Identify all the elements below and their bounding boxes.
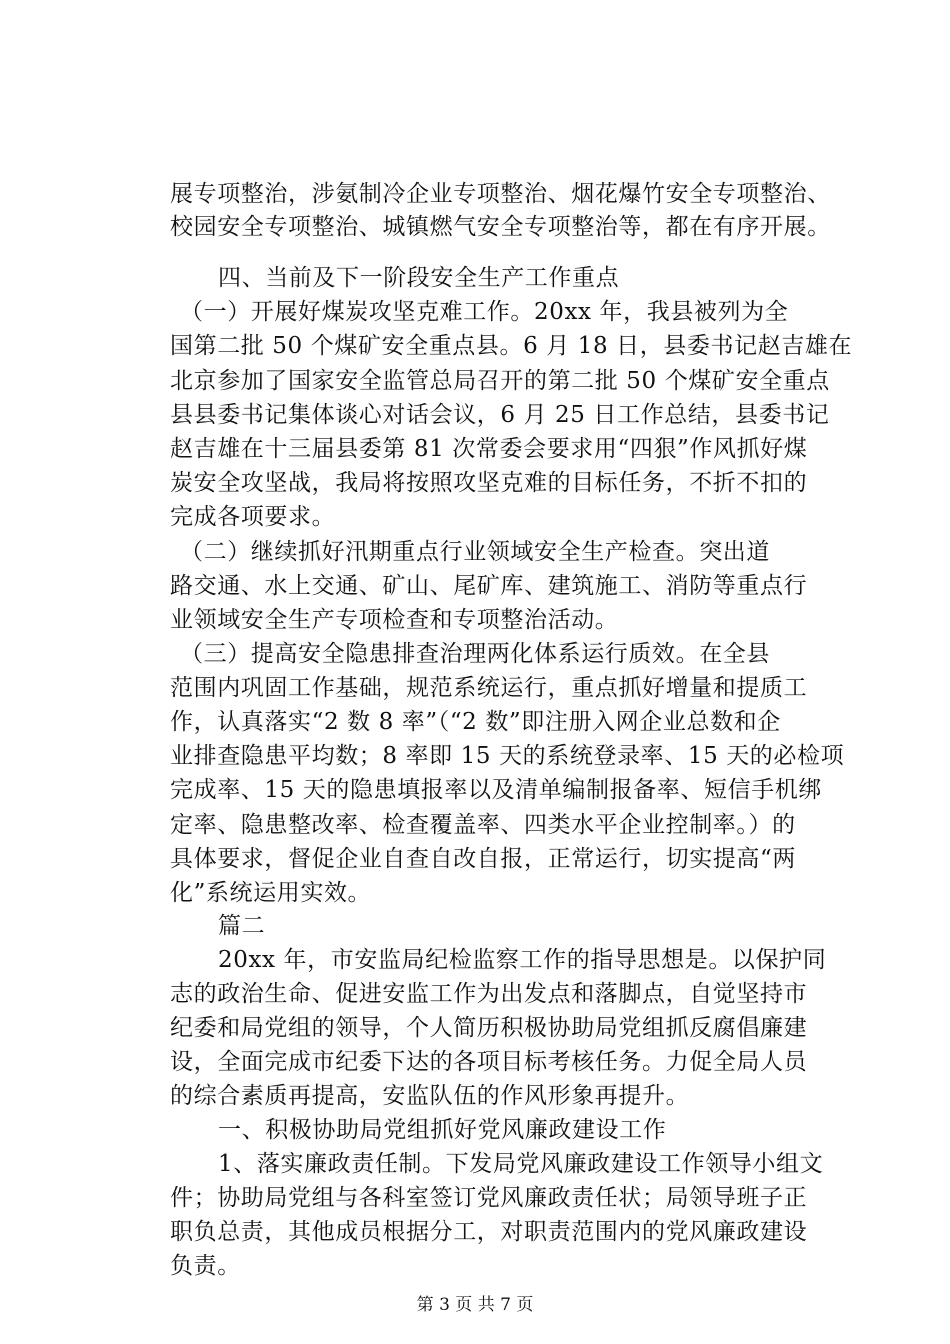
text-line: 志的政治生命、促进安监工作为出发点和落脚点，自觉坚持市	[170, 981, 808, 1007]
text-line: 县县委书记集体谈心对话会议，6 月 25 日工作总结，县委书记	[170, 402, 830, 428]
section-heading: 篇二	[218, 913, 266, 939]
text-line: 定率、隐患整改率、检查覆盖率、四类水平企业控制率。）的	[170, 812, 796, 838]
text-line: 路交通、水上交通、矿山、尾矿库、建筑施工、消防等重点行	[170, 573, 808, 599]
text-line: （三）提高安全隐患排查治理两化体系运行质效。在全县	[180, 641, 770, 667]
text-line: 业排查隐患平均数；8 率即 15 天的系统登录率、15 天的必检项	[170, 743, 845, 769]
section-heading: 一、积极协助局党组抓好党风廉政建设工作	[218, 1117, 667, 1143]
text-line: 完成率、15 天的隐患填报率以及清单编制报备率、短信手机绑	[170, 777, 822, 803]
text-line: 炭安全攻坚战，我局将按照攻坚克难的目标任务，不折不扣的	[170, 470, 808, 496]
text-line: 负责。	[170, 1253, 241, 1279]
text-line: 具体要求，督促企业自查自改自报，正常运行，切实提高“两	[170, 846, 796, 872]
text-line: 范围内巩固工作基础，规范系统运行，重点抓好增量和提质工	[170, 675, 808, 701]
text-line: （二）继续抓好汛期重点行业领域安全生产检查。突出道	[180, 539, 770, 565]
text-line: 20xx 年，市安监局纪检监察工作的指导思想是。以保护同	[218, 947, 827, 973]
text-line: 作，认真落实“2 数 8 率”（“2 数”即注册入网企业总数和企	[170, 709, 781, 735]
text-line: 校园安全专项整治、城镇燃气安全专项整治等，都在有序开展。	[170, 214, 831, 240]
text-line: 完成各项要求。	[170, 504, 336, 530]
text-line: 的综合素质再提高，安监队伍的作风形象再提升。	[170, 1083, 690, 1109]
page-footer: 第 3 页 共 7 页	[416, 1295, 534, 1315]
text-line: 业领域安全生产专项检查和专项整治活动。	[170, 607, 619, 633]
text-line: 化”系统运用实效。	[170, 880, 372, 906]
text-line: 设，全面完成市纪委下达的各项目标考核任务。力促全局人员	[170, 1049, 808, 1075]
text-line: 国第二批 50 个煤矿安全重点县。6 月 18 日，县委书记赵吉雄在	[170, 333, 853, 359]
section-heading: 四、当前及下一阶段安全生产工作重点	[218, 265, 620, 291]
text-line: 展专项整治，涉氨制冷企业专项整治、烟花爆竹安全专项整治、	[170, 181, 831, 207]
text-line: 1、落实廉政责任制。下发局党风廉政建设工作领导小组文	[218, 1151, 824, 1177]
text-line: 纪委和局党组的领导，个人简历积极协助局党组抓反腐倡廉建	[170, 1015, 808, 1041]
text-line: 北京参加了国家安全监管总局召开的第二批 50 个煤矿安全重点	[170, 368, 830, 394]
text-line: 件；协助局党组与各科室签订党风廉政责任状；局领导班子正	[170, 1185, 808, 1211]
text-line: 赵吉雄在十三届县委第 81 次常委会要求用“四狠”作风抓好煤	[170, 436, 808, 462]
text-line: （一）开展好煤炭攻坚克难工作。20xx 年，我县被列为全	[180, 299, 789, 325]
text-line: 职负总责，其他成员根据分工，对职责范围内的党风廉政建设	[170, 1219, 808, 1245]
